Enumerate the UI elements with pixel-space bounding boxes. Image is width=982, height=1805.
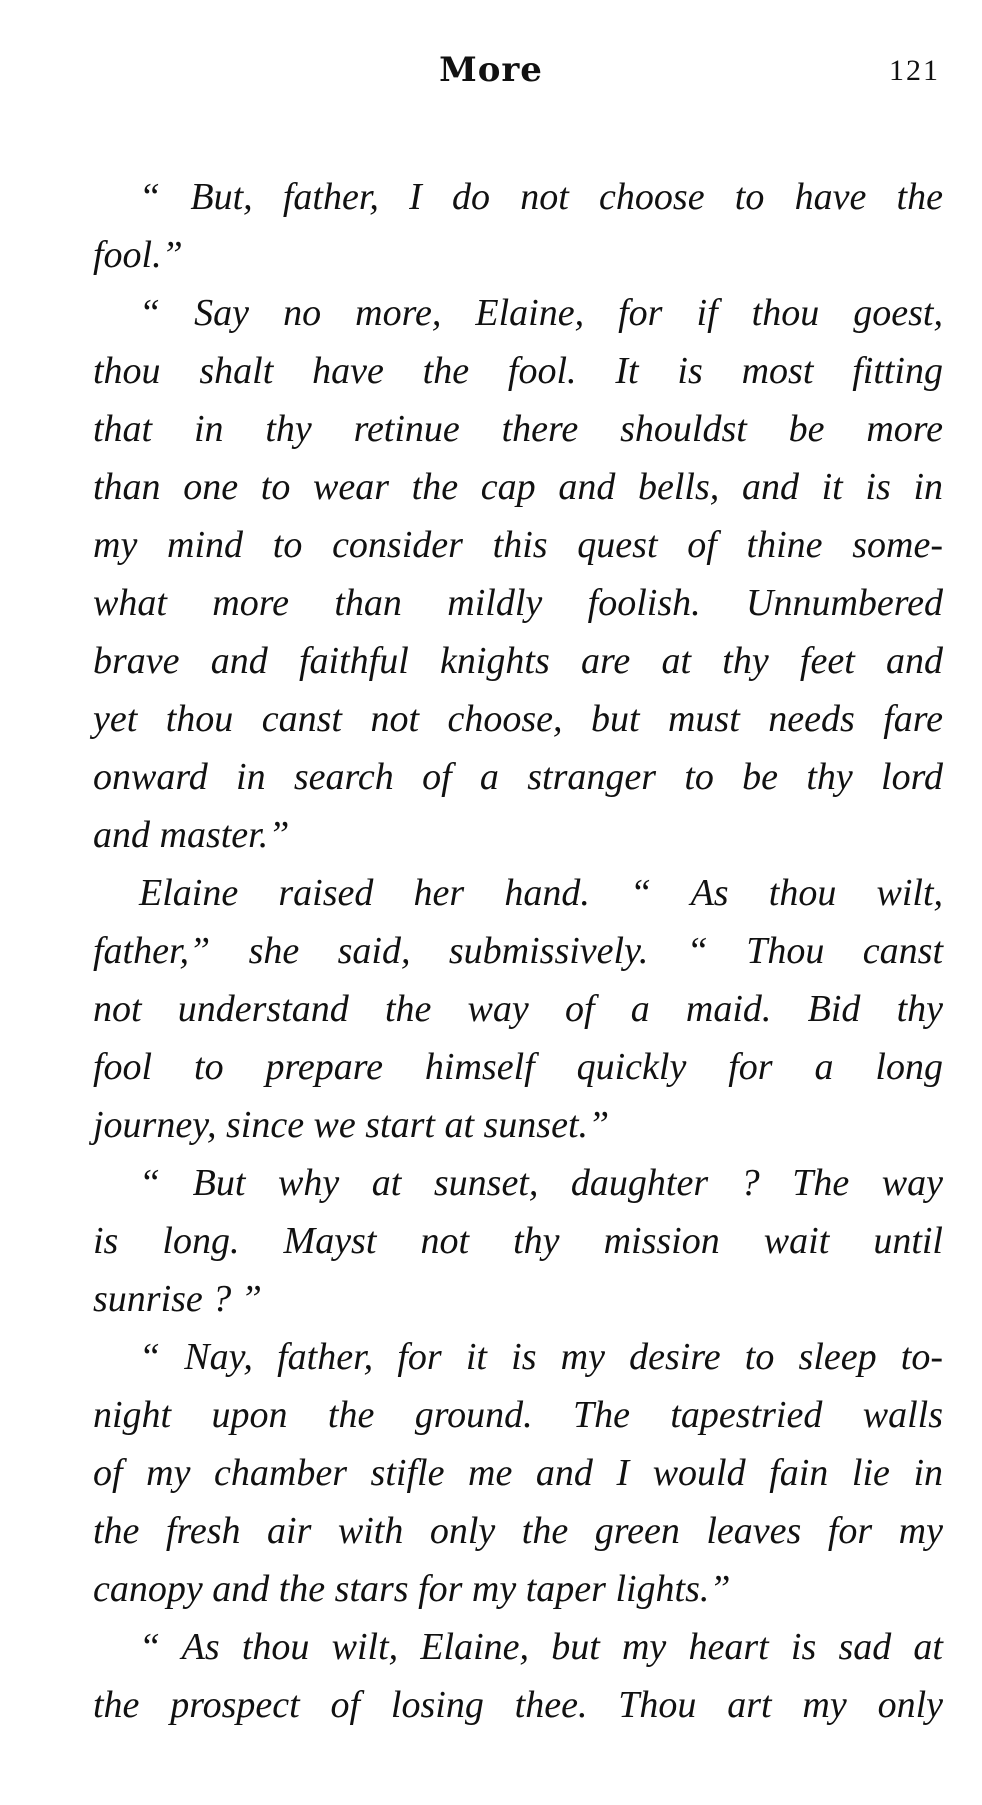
- text-line: that in thy retinue there shouldst be more: [93, 408, 943, 450]
- text-line: “ As thou wilt, Elaine, but my heart is sad at: [139, 1626, 943, 1668]
- text-line: canopy and the stars for my taper lights.”: [93, 1568, 731, 1610]
- text-line: thou shalt have the fool. It is most fitting: [93, 350, 943, 392]
- running-head: [0, 50, 982, 100]
- text-line: and master.”: [93, 814, 290, 856]
- text-line: night upon the ground. The tapestried walls: [93, 1394, 943, 1436]
- text-line: of my chamber stifle me and I would fain lie in: [93, 1452, 943, 1494]
- text-line: than one to wear the cap and bells, and it is in: [93, 466, 943, 508]
- body-text: [93, 168, 943, 1734]
- page-number: 121: [889, 54, 940, 87]
- text-line: the prospect of losing thee. Thou art my only: [93, 1684, 943, 1726]
- text-line: Elaine raised her hand. “ As thou wilt,: [139, 872, 943, 914]
- text-line: fool to prepare himself quickly for a long: [93, 1046, 943, 1088]
- paragraph: [93, 1618, 943, 1734]
- text-line: journey, since we start at sunset.”: [93, 1104, 610, 1146]
- paragraph: [93, 284, 943, 864]
- text-line: what more than mildly foolish. Unnumbered: [93, 582, 943, 624]
- text-line: “ But, father, I do not choose to have the: [139, 176, 943, 218]
- text-line: fool.”: [93, 234, 183, 276]
- text-line: brave and faithful knights are at thy feet and: [93, 640, 943, 682]
- paragraph: [93, 1328, 943, 1618]
- text-line: “ Say no more, Elaine, for if thou goest,: [139, 292, 943, 334]
- running-title: More: [439, 50, 543, 90]
- text-line: father,” she said, submissively. “ Thou canst: [93, 930, 943, 972]
- text-line: “ Nay, father, for it is my desire to sleep to-: [139, 1336, 943, 1378]
- text-line: is long. Mayst not thy mission wait until: [93, 1220, 943, 1262]
- text-line: sunrise ? ”: [93, 1278, 262, 1320]
- paragraph: [93, 1154, 943, 1328]
- text-line: onward in search of a stranger to be thy lord: [93, 756, 943, 798]
- paragraph: [93, 168, 943, 284]
- text-line: my mind to consider this quest of thine some-: [93, 524, 943, 566]
- text-line: the fresh air with only the green leaves for my: [93, 1510, 943, 1552]
- paragraph: [93, 864, 943, 1154]
- text-line: not understand the way of a maid. Bid thy: [93, 988, 943, 1030]
- text-line: “ But why at sunset, daughter ? The way: [139, 1162, 943, 1204]
- text-line: yet thou canst not choose, but must needs fare: [93, 698, 943, 740]
